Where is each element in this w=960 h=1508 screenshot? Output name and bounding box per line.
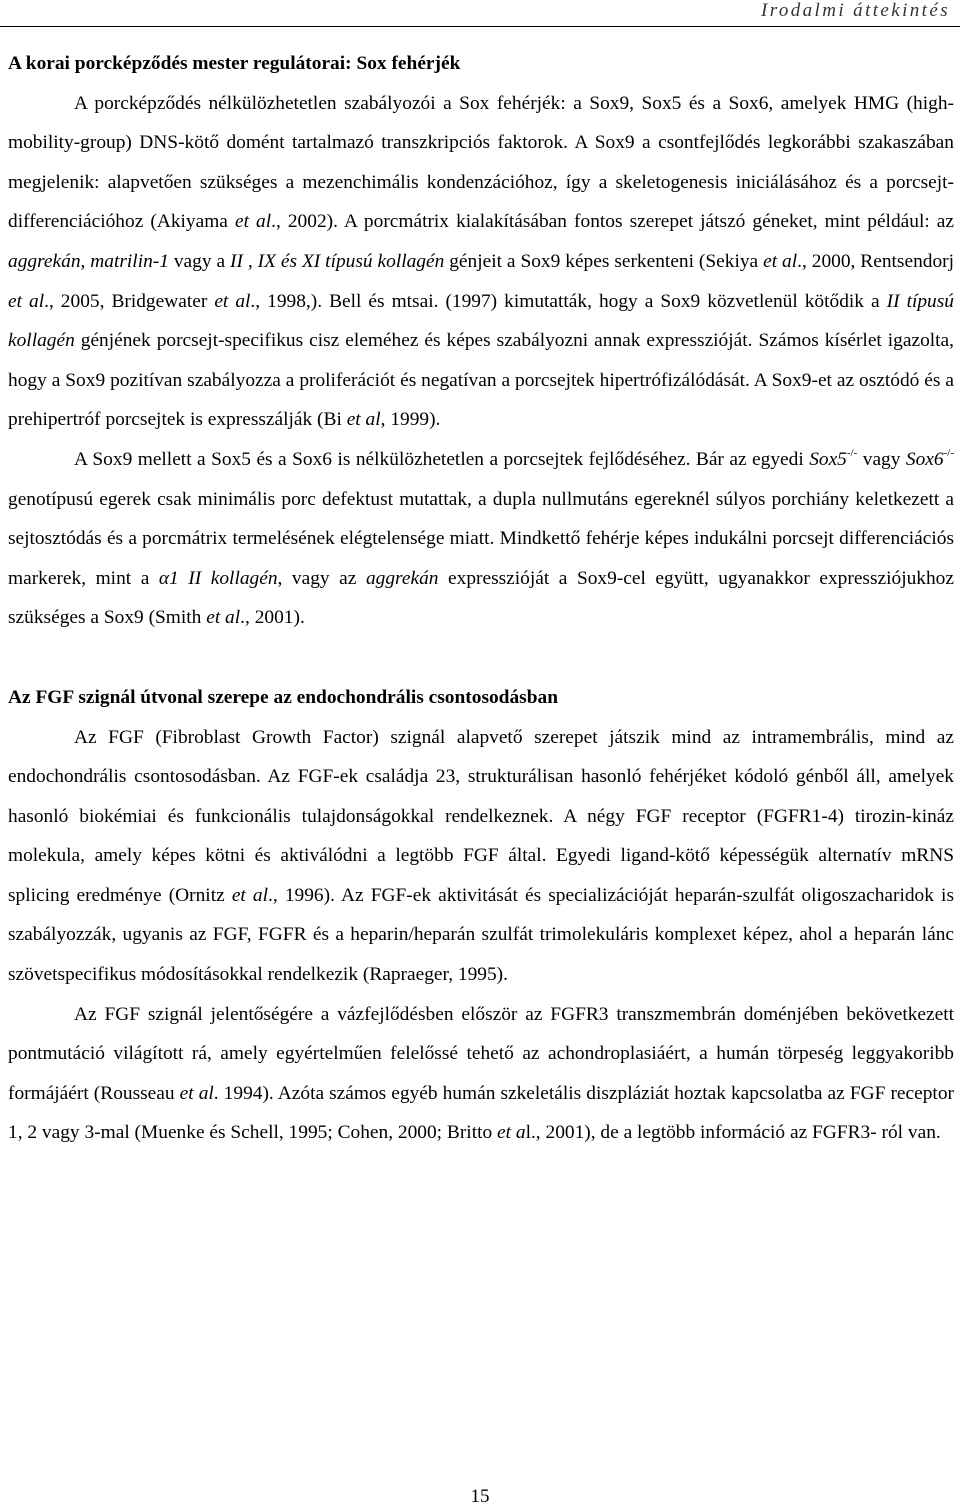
paragraph-fgf-intro: Az FGF (Fibroblast Growth Factor) szignál alapvető szerepet játszik mind az intramembrális, mind az endochondrális csontosodásban. Az FGF-ek családja 23, strukturálisan hasonló fehérjéket kódoló génből áll, amelyek hasonló biokémiai és funkcionális tulajdonságokkal rendelkeznek. A négy FGF receptor (FGFR1-4) tirozin-kináz molekula, amely képes kötni és aktiválódni a legtöbb FGF által. Egyedi ligand-kötő képességük alternatív mRNS splicing eredménye (Ornitz et al., 1996). Az FGF-ek aktivitását és specializációját heparán-szulfát oligoszacharidok is szabályozzák, ugyanis az FGF, FGFR és a heparin/heparán szulfát trimolekuláris komplexet képez, ahol a heparán lánc szövetspecifikus módosításokkal rendelkezik (Rapraeger, 1995). [8, 726, 954, 986]
page-body [8, 44, 954, 1153]
section-title-sox: A korai porcképződés mester regulátorai: Sox fehérjék [8, 53, 461, 74]
running-header [0, 0, 960, 27]
section-title-fgf: Az FGF szignál útvonal szerepe az endochondrális csontosodásban [8, 686, 558, 708]
paragraph-fgf-skeletal: Az FGF szignál jelentőségére a vázfejlődésben először az FGFR3 transzmembrán doménjében bekövetkezett pontmutáció világított rá, amely egyértelműen felelőssé tehető az achondroplasiáért, a humán törpeség leggyakoribb formájáért (Rousseau et al. 1994). Azóta számos egyéb humán szkeletális diszpláziát hoztak kapcsolatba az FGF receptor 1, 2 vagy 3-mal (Muenke és Schell, 1995; Cohen, 2000; Britto et al., 2001), de a legtöbb információ az FGFR3- ról van. [8, 1003, 954, 1144]
paragraph-sox5-sox6: A Sox9 mellett a Sox5 és a Sox6 is nélkülözhetetlen a porcsejtek fejlődéséhez. Bár az egyedi Sox5-/- vagy Sox6-/- genotípusú egerek csak minimális porc defektust mutattak, a dupla nullmutáns egereknél súlyos porchiány keletkezett a sejtosztódás és a porcmátrix termelésének elégtelensége miatt. Mindkettő fehérje képes indukálni porcsejt differenciációs markerek, mint a α1 II kollagén, vagy az aggrekán expresszióját a Sox9-cel együtt, ugyanakkor expressziójukhoz szükséges a Sox9 (Smith et al., 2001). [8, 446, 954, 629]
paragraph-sox9: A porcképződés nélkülözhetetlen szabályozói a Sox fehérjék: a Sox9, Sox5 és a Sox6, amelyek HMG (high-mobility-group) DNS-kötő domént tartalmazó transzkripciós faktorok. A Sox9 a csontfejlődés legkorábbi szakaszában megjelenik: alapvetően szükséges a mezenchimális kondenzációhoz, így a skeletogenesis iniciálásához és a porcsejt-differenciációhoz (Akiyama et al., 2002). A porcmátrix kialakításában fontos szerepet játszó géneket, mint például: az aggrekán, matrilin-1 vagy a II , IX és XI típusú kollagén génjeit a Sox9 képes serkenteni (Sekiya et al., 2000, Rentsendorj et al., 2005, Bridgewater et al., 1998,). Bell és mtsai. (1997) kimutatták, hogy a Sox9 közvetlenül kötődik a II típusú kollagén génjének porcsejt-specifikus cisz eleméhez és képes szabályozni annak expresszióját. Számos kísérlet igazolta, hogy a Sox9 pozitívan szabályozza a proliferációt és negatívan a porcsejtek hipertrófizálódását. A Sox9-et az osztódó és a prehipertróf porcsejtek is expresszálják (Bi et al, 1999). [8, 92, 955, 431]
running-header-title: Irodalmi áttekintés [761, 0, 950, 21]
section-spacer [8, 638, 954, 678]
page-number: 15 [470, 1486, 490, 1507]
